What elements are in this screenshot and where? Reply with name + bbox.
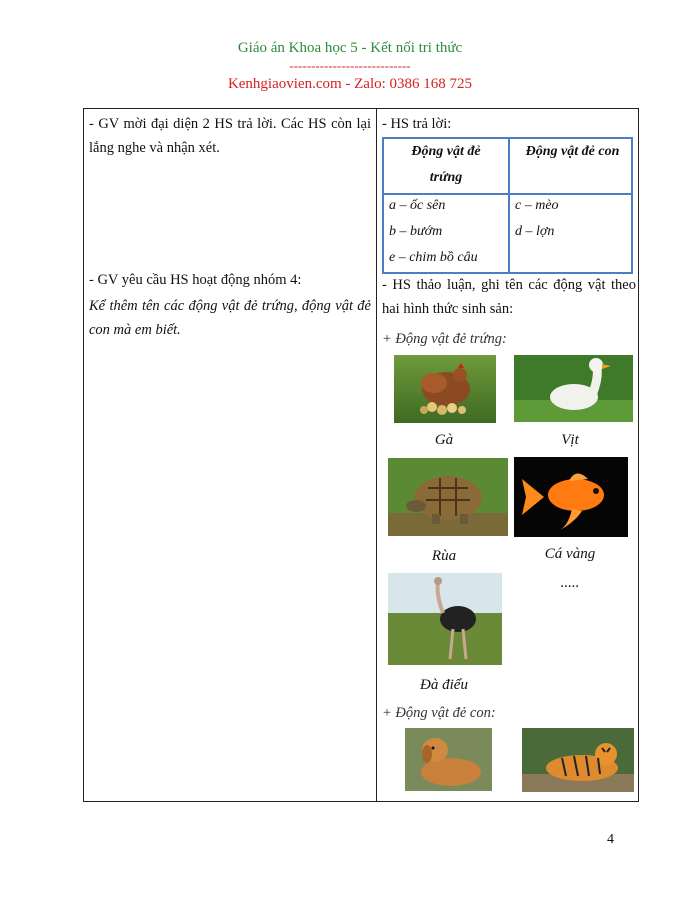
table-cell: e – chim bồ câu [389,250,478,265]
table-header-egg: Động vật đẻ trứng [411,144,481,185]
ellipsis: ..... [560,575,580,591]
table-cell: a – ốc sên [389,198,446,213]
ostrich-photo [388,573,502,665]
page-number: 4 [607,832,614,847]
teacher-task: Kể thêm tên các động vật đẻ trứng, động vật đẻ con mà em biết. [89,298,371,338]
document-title: Giáo án Khoa học 5 - Kết nối tri thức [237,40,463,56]
site-contact: Kenhgiaovien.com - Zalo: 0386 168 725 [227,76,473,92]
duck-photo [514,355,633,422]
teacher-instruction-1: - GV mời đại diện 2 HS trả lời. Các HS còn lại lắng nghe và nhận xét. [89,116,371,156]
table-column-rule [508,139,510,272]
egg-laying-heading: + Động vật đẻ trứng: [382,331,507,347]
table-cell: d – lợn [515,224,555,239]
header-divider: ---------------------------- [289,58,411,73]
column-divider [376,108,377,802]
table-cell: b – bướm [389,224,443,239]
student-answer-intro: - HS trả lời: [382,116,452,132]
table-cell: c – mèo [515,198,559,213]
classification-table [382,137,633,274]
table-header-live: Động vật đẻ con [525,144,620,159]
caption-duck: Vịt [561,432,579,448]
tortoise-photo [388,458,508,536]
dog-photo [405,728,492,791]
student-discussion: - HS thảo luận, ghi tên các động vật theo hai hình thức sinh sản: [382,277,636,317]
teacher-instruction-2: - GV yêu cầu HS hoạt động nhóm 4: [89,272,302,288]
caption-goldfish: Cá vàng [544,546,596,562]
live-bearing-heading: + Động vật đẻ con: [382,705,496,721]
goldfish-photo [514,457,628,537]
hen-photo [394,355,496,423]
tiger-photo [522,728,634,792]
caption-turtle: Rùa [431,548,457,564]
caption-ostrich: Đà điểu [420,677,468,693]
caption-chicken: Gà [434,432,454,448]
